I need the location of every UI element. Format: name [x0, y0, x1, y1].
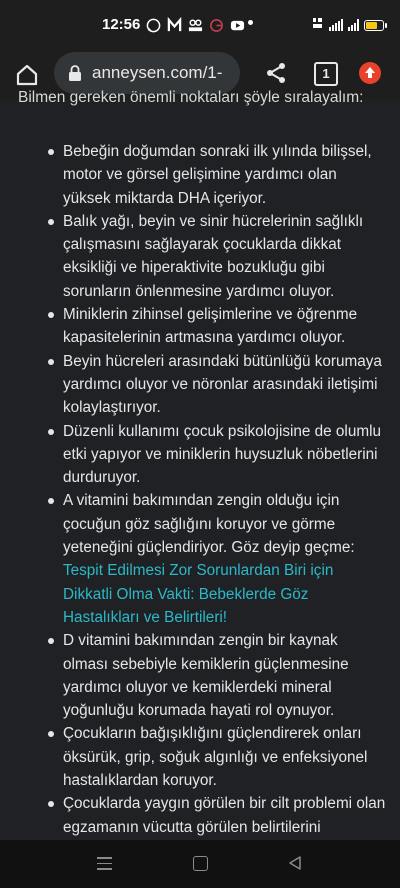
g-icon — [209, 18, 224, 33]
tab-switcher-button[interactable]: 1 — [314, 62, 338, 86]
article-link[interactable]: Tespit Edilmesi Zor Sorunlardan Biri için Dikkatli Olma Vakti: Bebeklerde Göz Hastalıkları ve Belirtileri! — [63, 562, 334, 626]
list-item-text: Beyin hücreleri arasındaki bütünlüğü korumaya yardımcı oluyor ve nöronlar arasındaki iletişimi kolaylaştırıyor. — [63, 352, 382, 417]
list-item-text: D vitamini bakımından zengin bir kaynak olması sebebiyle kemiklerin güçlenmesine yardımcı oluyor ve kemiklerdeki mineral yoğunluğu korumada hayati rol oynuyor. — [63, 632, 349, 720]
status-bar — [0, 0, 400, 50]
list-item-text: Çocukların bağışıklığını güçlendirerek onları öksürük, grip, soğuk algınlığı ve enfeksiyonel hastalıklardan koruyor. — [63, 725, 368, 790]
signal-icon — [329, 19, 343, 31]
volte-icon — [312, 16, 324, 35]
m-icon — [167, 18, 182, 33]
99-icon — [188, 18, 203, 33]
address-bar[interactable] — [54, 52, 240, 94]
share-icon[interactable] — [264, 61, 288, 85]
back-button[interactable] — [288, 855, 302, 871]
list-item-text: Düzenli kullanımı çocuk psikolojisine de olumlu etki yapıyor ve miniklerin huysuzluk nöbetlerini durduruyor. — [63, 422, 381, 487]
list-item-text: A vitamini bakımından zengin olduğu için çocuğun göz sağlığını koruyor ve görme yeteneğini güçlendiriyor. Göz deyip geçme: — [63, 492, 355, 557]
navigation-bar — [0, 840, 400, 888]
list-item — [0, 140, 400, 210]
update-chrome-icon[interactable] — [359, 62, 381, 84]
clock: 12:56 — [102, 16, 141, 33]
list-item-text: Balık yağı, beyin ve sinir hücrelerinin sağlıklı çalışmasını sağlayarak çocuklarda dikkat eksikliği ve hiperaktivite bozukluğu gibi sorunların önlenmesine yardımcı oluyor. — [63, 212, 364, 300]
whatsapp-icon — [146, 18, 161, 33]
list-item — [0, 420, 400, 490]
signal-icon-2 — [348, 19, 359, 31]
list-item-text: Miniklerin zihinsel gelişimlerine ve öğrenme kapasitelerinin artmasına yardımcı oluyor. — [63, 306, 358, 347]
more-notifications-icon — [248, 20, 253, 25]
recents-button[interactable] — [97, 857, 112, 874]
notification-icons — [146, 16, 245, 34]
youtube-icon — [230, 18, 245, 33]
list-item — [0, 303, 400, 350]
page-content — [0, 89, 400, 840]
system-indicators — [312, 16, 384, 34]
lock-icon[interactable] — [68, 65, 82, 81]
list-item — [0, 792, 400, 839]
home-button[interactable] — [193, 856, 208, 871]
home-icon[interactable] — [14, 62, 40, 88]
list-item — [0, 489, 400, 629]
battery-icon — [364, 20, 384, 31]
list-item-text: Çocuklarda yaygın görülen bir cilt problemi olan egzamanın vücutta görülen belirtilerini — [63, 795, 386, 836]
url-text[interactable]: anneysen.com/1- — [92, 63, 223, 82]
benefits-list — [0, 140, 400, 839]
intro-text-partial: Bilmen gereken önemli noktaları şöyle sıralayalım: — [18, 89, 364, 106]
list-item — [0, 350, 400, 420]
list-item — [0, 629, 400, 722]
list-item — [0, 722, 400, 792]
list-item-text: Bebeğin doğumdan sonraki ilk yılında bilişsel, motor ve görsel gelişimine yardımcı olan yüksek miktarda DHA içeriyor. — [63, 143, 372, 207]
list-item — [0, 210, 400, 303]
